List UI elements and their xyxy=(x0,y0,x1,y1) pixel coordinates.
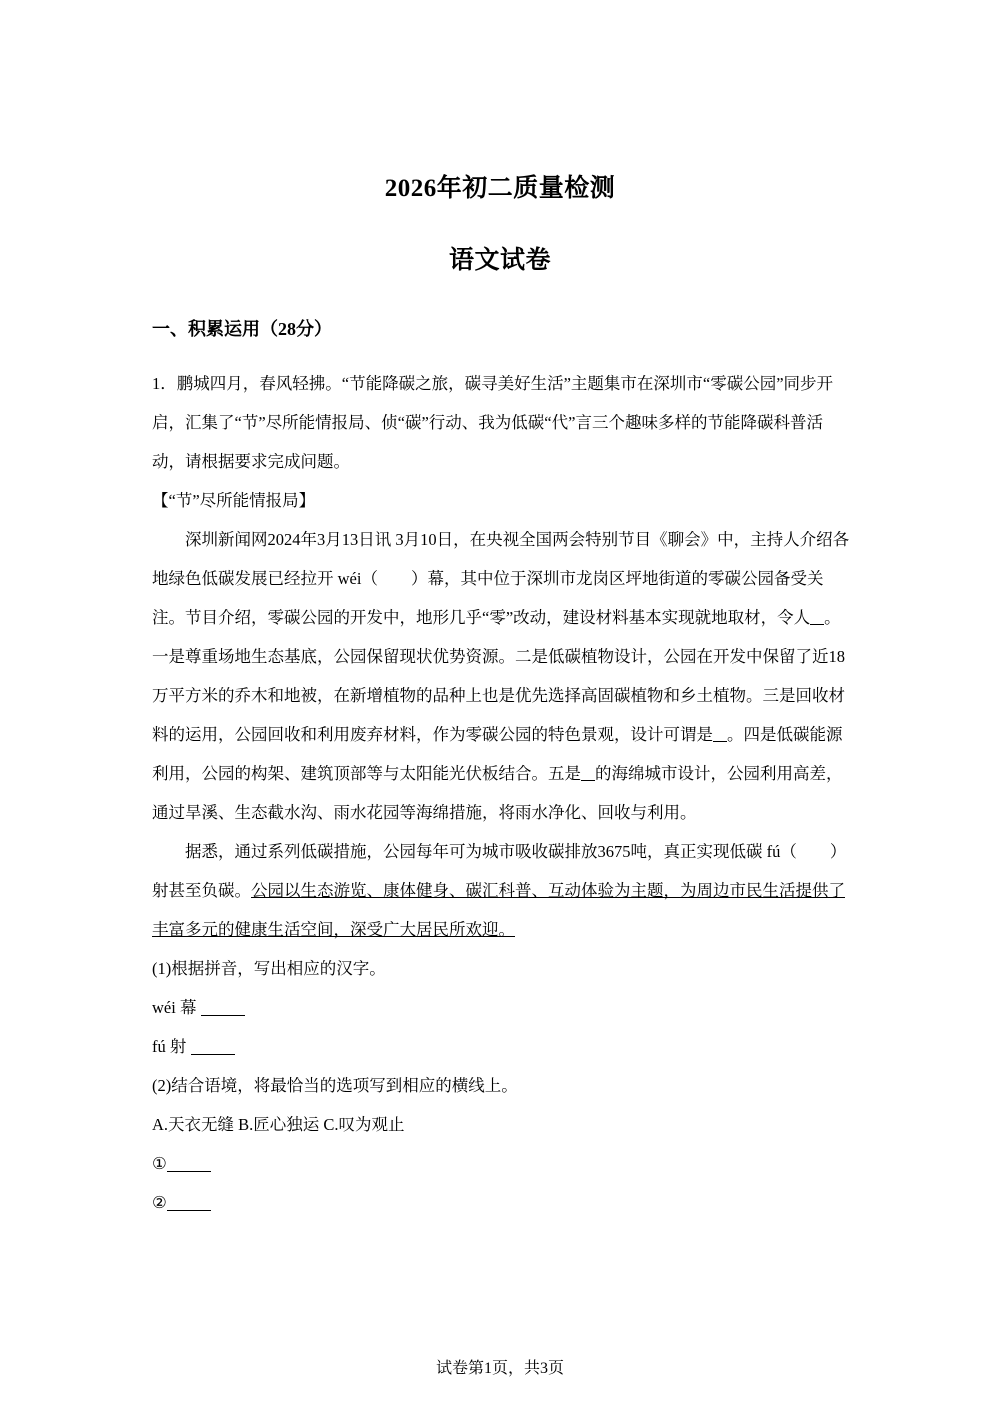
sub-question-1-prompt: (1)根据拼音，写出相应的汉字。 xyxy=(152,959,386,978)
section-heading: 一、积累运用（28分） xyxy=(152,319,332,339)
passage-text: 。一是尊重场地生态基底，公园保留现状优势资源。二是低碳植物设计，公园在开发中保留了近18万平方米的乔木和地被，在新增植物的品种上也是优先选择高固碳植物和乡土植物。三是回收材料的运用，公园回收和利用废弃材料，作为零碳公园的特色景观，设计可谓是 xyxy=(152,608,845,744)
passage-paragraph-1 xyxy=(152,520,852,832)
sub-question-2-options: A.天衣无缝 B.匠心独运 C.叹为观止 xyxy=(152,1115,405,1134)
circled-number: ① xyxy=(152,1154,167,1173)
activity-subheading: 【“节”尽所能情报局】 xyxy=(152,491,316,510)
subject-title: 语文试卷 xyxy=(448,247,551,274)
page-footer: 试卷第1页，共3页 xyxy=(435,1360,564,1377)
passage-paragraph-2 xyxy=(152,832,852,949)
sub-question-2-blank-1 xyxy=(152,1144,852,1183)
answer-blank xyxy=(713,723,727,742)
answer-line[interactable] xyxy=(167,1192,211,1211)
passage-text: 深圳新闻网2024年3月13日讯 3月10日，在央视全国两会特别节目《聊会》中，主持人介绍各地绿色低碳发展已经拉开 wéi（ ）幕，其中位于深圳市龙岗区坪地街道的零碳公园备受关注。节目介绍，零碳公园的开发中，地形几乎“零”改动，建设材料基本实现就地取材，令人 xyxy=(152,530,850,627)
answer-line[interactable] xyxy=(167,1153,211,1172)
answer-line[interactable] xyxy=(201,997,245,1016)
pinyin-label: wéi 幕 xyxy=(152,998,197,1017)
pinyin-label: fú 射 xyxy=(152,1037,187,1056)
question-1 xyxy=(152,364,852,1222)
answer-line[interactable] xyxy=(191,1036,235,1055)
sub-question-1-item-1 xyxy=(152,988,852,1027)
passage-text: 。四是低碳能源利用，公园的构架、建筑顶部等与太阳能光伏板结合。五是 xyxy=(152,725,843,783)
answer-blank xyxy=(810,606,824,625)
sub-question-2-blank-2 xyxy=(152,1183,852,1222)
question-intro: 1．鹏城四月，春风轻拂。“节能降碳之旅，碳寻美好生活”主题集市在深圳市“零碳公园”同步开启，汇集了“节”尽所能情报局、侦“碳”行动、我为低碳“代”言三个趣味多样的节能降碳科普活动，请根据要求完成问题。 xyxy=(152,374,834,471)
passage-text: 据悉，通过系列低碳措施，公园每年可为城市吸收碳排放3675吨，真正实现低碳 fú（ ）射甚至负碳。 xyxy=(152,842,847,900)
exam-title: 2026年初二质量检测 xyxy=(384,175,616,202)
sub-question-1-item-2 xyxy=(152,1027,852,1066)
passage-text: 的海绵城市设计，公园利用高差，通过旱溪、生态截水沟、雨水花园等海绵措施，将雨水净化、回收与利用。 xyxy=(152,764,843,822)
sub-question-2-prompt: (2)结合语境，将最恰当的选项写到相应的横线上。 xyxy=(152,1076,518,1095)
underlined-sentence: 公园以生态游览、康体健身、碳汇科普、互动体验为主题，为周边市民生活提供了丰富多元的健康生活空间，深受广大居民所欢迎。 xyxy=(152,881,845,939)
answer-blank xyxy=(581,762,595,781)
circled-number: ② xyxy=(152,1193,167,1212)
